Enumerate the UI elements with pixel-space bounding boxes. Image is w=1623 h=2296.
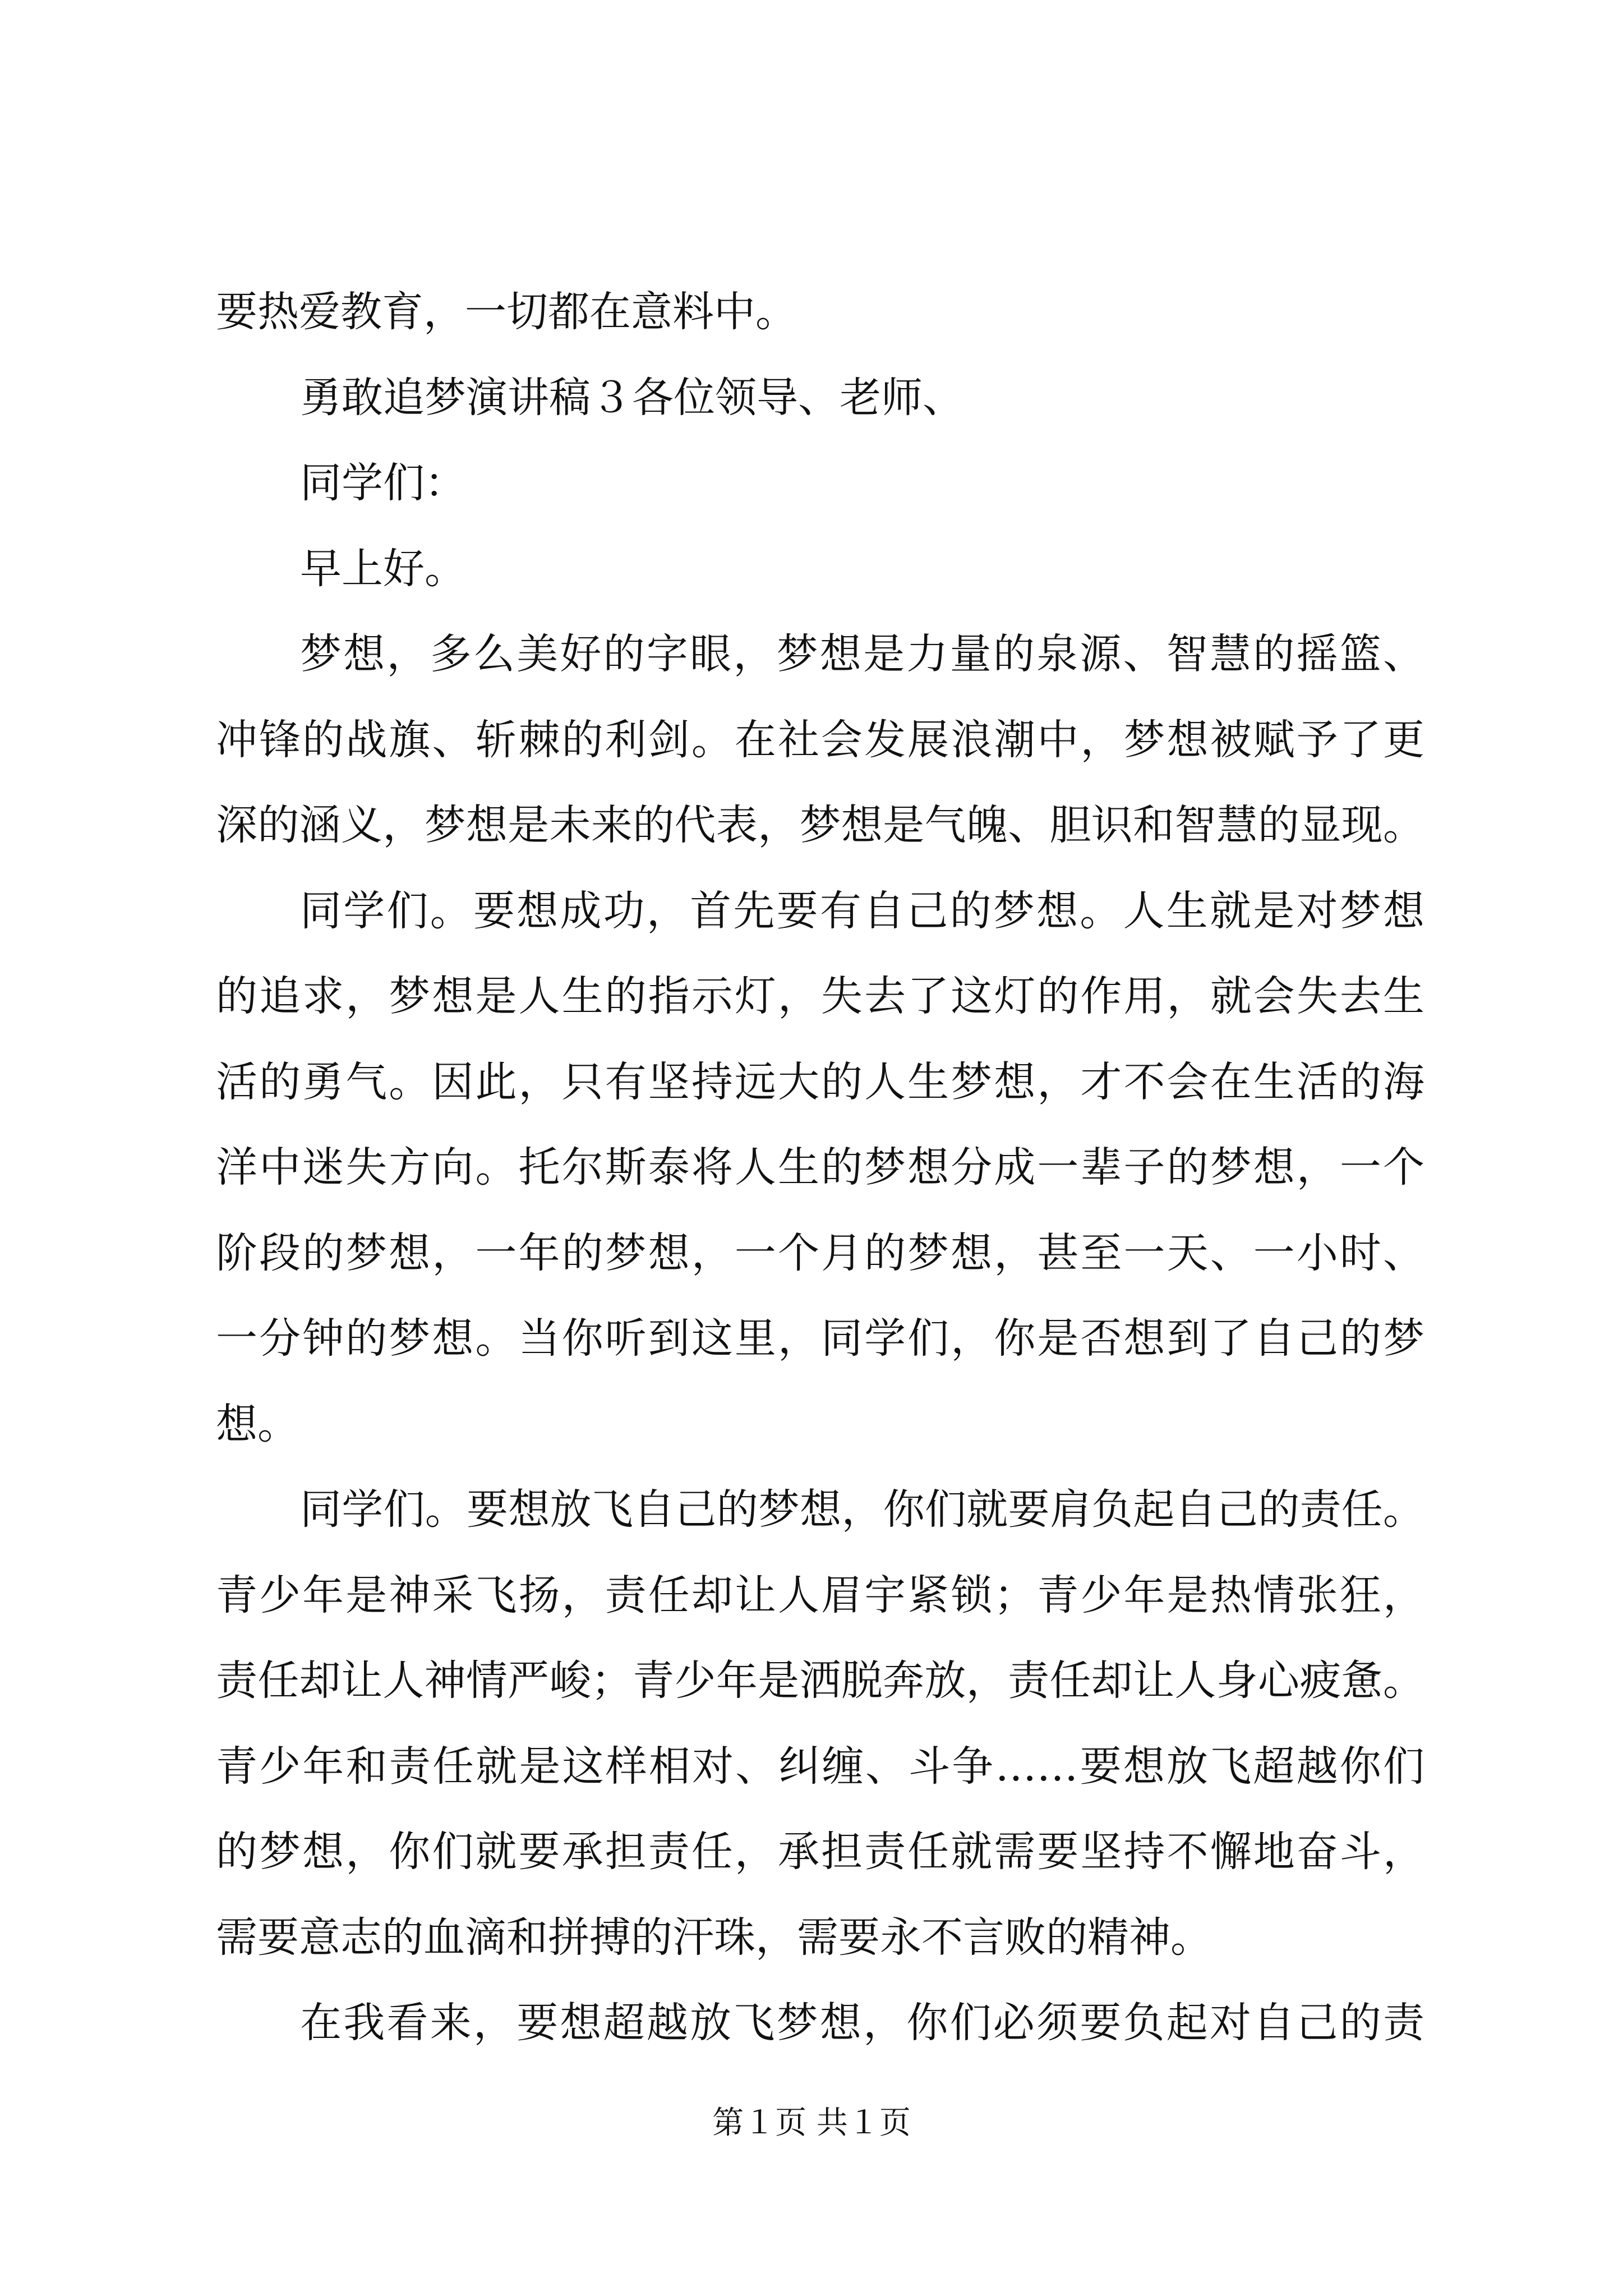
text-line: 勇敢追梦演讲稿３各位领导、老师、 — [300, 373, 964, 422]
text-line: 梦想，多么美好的字眼，梦想是力量的泉源、智慧的摇篮、 — [300, 630, 1424, 678]
page-number-footer: 第１页 共１页 — [712, 2105, 911, 2141]
text-line: 同学们： — [300, 459, 466, 507]
text-line: 深的涵义，梦想是未来的代表，梦想是气魄、胆识和智慧的显现。 — [216, 801, 1424, 849]
text-line: 冲锋的战旗、斩棘的利剑。在社会发展浪潮中，梦想被赋予了更 — [216, 715, 1424, 764]
text-line: 同学们。要想成功，首先要有自己的梦想。人生就是对梦想 — [300, 886, 1424, 935]
text-line: 责任却让人神情严峻；青少年是洒脱奔放，责任却让人身心疲惫。 — [216, 1657, 1424, 1705]
text-line: 的梦想，你们就要承担责任，承担责任就需要坚持不懈地奋斗， — [216, 1828, 1424, 1876]
text-line: 想。 — [216, 1400, 299, 1448]
text-line: 同学们。要想放飞自己的梦想，你们就要肩负起自己的责任。 — [300, 1485, 1424, 1534]
text-line: 一分钟的梦想。当你听到这里，同学们，你是否想到了自己的梦 — [216, 1314, 1424, 1363]
text-line: 要热爱教育，一切都在意料中。 — [216, 288, 797, 336]
text-line: 的追求，梦想是人生的指示灯，失去了这灯的作用，就会失去生 — [216, 972, 1424, 1020]
text-line: 活的勇气。因此，只有坚持远大的人生梦想，才不会在生活的海 — [216, 1057, 1424, 1106]
text-line: 在我看来，要想超越放飞梦想，你们必须要负起对自己的责 — [300, 1999, 1424, 2047]
document-body — [216, 269, 1424, 2066]
text-line: 早上好。 — [300, 544, 466, 593]
text-line: 洋中迷失方向。托尔斯泰将人生的梦想分成一辈子的梦想，一个 — [216, 1143, 1424, 1191]
text-line: 青少年是神采飞扬，责任却让人眉宇紧锁；青少年是热情张狂， — [216, 1571, 1424, 1619]
text-line: 需要意志的血滴和拼搏的汗珠，需要永不言败的精神。 — [216, 1913, 1212, 1962]
text-line: 青少年和责任就是这样相对、纠缠、斗争……要想放飞超越你们 — [216, 1742, 1424, 1791]
text-line: 阶段的梦想，一年的梦想，一个月的梦想，甚至一天、一小时、 — [216, 1228, 1424, 1277]
